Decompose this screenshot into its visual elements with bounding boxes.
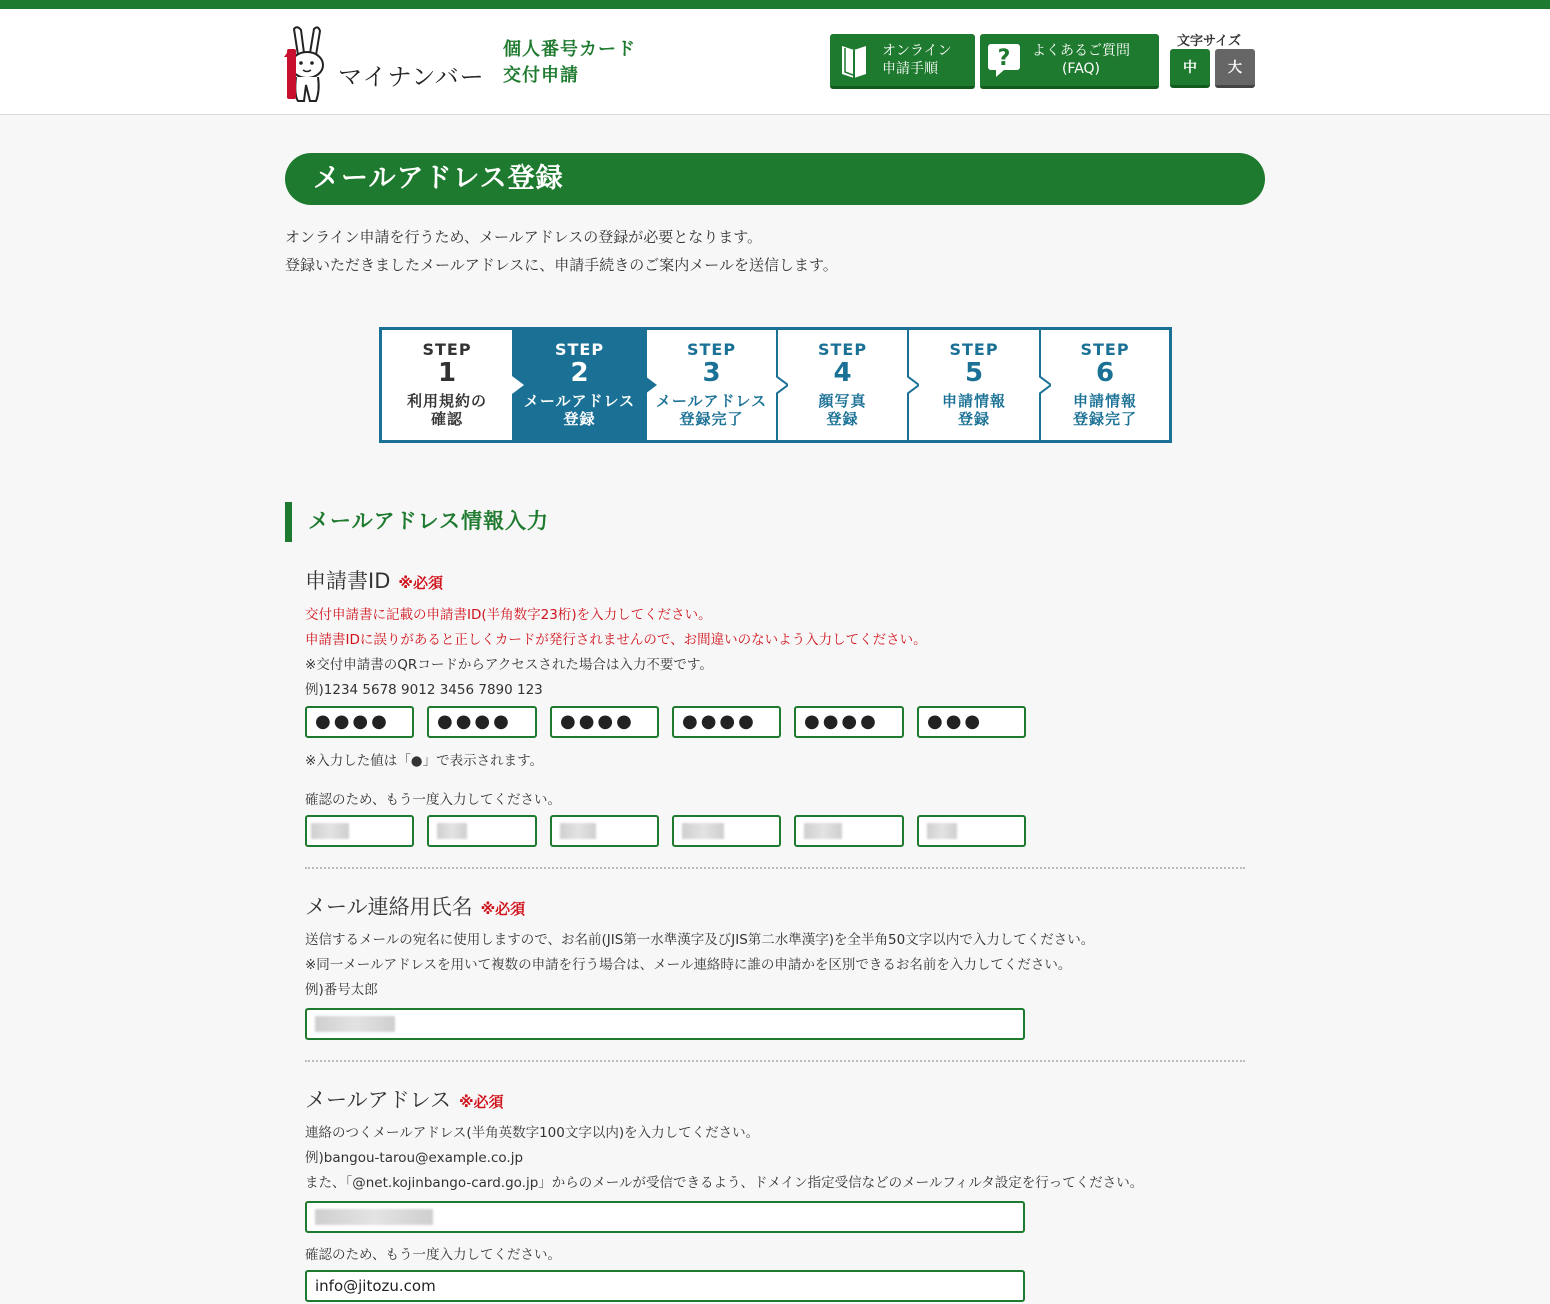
faq-line2: (FAQ) <box>1061 61 1101 77</box>
online-procedure-label <box>882 42 952 78</box>
application-id-confirm-input-5[interactable] <box>794 815 904 847</box>
application-id-note-red1: 交付申請書に記載の申請書ID(半角数字23桁)を入力してください。 <box>305 607 712 623</box>
mail-address-title <box>305 1084 504 1114</box>
step-4-number: 4 <box>833 358 852 388</box>
application-id-confirm-input-6[interactable] <box>917 815 1026 847</box>
step-3-word: STEP <box>686 340 737 359</box>
mynumber-rabbit-mascot-icon <box>284 25 334 105</box>
step-1-label-line1: 利用規約の <box>406 392 487 410</box>
site-header <box>0 9 1550 115</box>
application-id-input-4[interactable]: ●●●● <box>672 706 781 738</box>
online-procedure-button[interactable] <box>830 34 975 89</box>
intro-text <box>285 223 838 279</box>
mail-name-title <box>305 891 525 921</box>
font-size-medium-button[interactable]: 中 <box>1170 49 1210 88</box>
section-divider <box>305 867 1245 869</box>
application-id-input-6[interactable]: ●●● <box>917 706 1026 738</box>
step-2 <box>514 330 647 440</box>
step-6-word: STEP <box>1080 340 1130 359</box>
application-id-confirm-input-1[interactable] <box>305 815 414 847</box>
mail-address-confirm-note: 確認のため、もう一度入力してください。 <box>305 1247 561 1263</box>
page-title: メールアドレス登録 <box>285 153 1265 205</box>
mynumber-logo[interactable] <box>284 23 489 109</box>
mail-name-label: メール連絡用氏名 <box>305 895 473 919</box>
application-id-confirm-note: 確認のため、もう一度入力してください。 <box>305 792 561 808</box>
question-speech-bubble-icon <box>984 42 1024 78</box>
faq-label <box>1032 42 1130 78</box>
mail-name-note1: 送信するメールの宛名に使用しますので、お名前(JIS第一水準漢字及びJIS第二水準漢字)を全半角50文字以内で入力してください。 <box>305 932 1095 948</box>
top-accent-bar <box>0 0 1550 9</box>
svg-text:?: ? <box>997 46 1011 71</box>
step-1-number: 1 <box>437 358 457 388</box>
required-badge: ※必須 <box>398 574 443 592</box>
application-id-note-red2: 申請書IDに誤りがあると正しくカードが発行されませんので、お間違いのないよう入力してください。 <box>305 632 927 648</box>
step-arrow-icon <box>645 376 657 394</box>
step-1-label-line2: 確認 <box>430 410 463 428</box>
step-4-label-line1: 顔写真 <box>818 392 867 410</box>
mail-name-input[interactable] <box>305 1008 1025 1040</box>
site-title <box>503 37 636 89</box>
step-6-label-line2: 登録完了 <box>1072 410 1137 428</box>
mail-address-label: メールアドレス <box>305 1088 451 1112</box>
mail-address-example: 例)bangou-tarou@example.co.jp <box>305 1150 524 1166</box>
application-id-input-3[interactable]: ●●●● <box>550 706 659 738</box>
mail-address-confirm-input[interactable]: info@jitozu.com <box>305 1270 1025 1302</box>
step-3-label-line2: 登録完了 <box>679 410 744 428</box>
required-badge: ※必須 <box>458 1093 504 1111</box>
step-2-word: STEP <box>554 340 605 359</box>
step-1-word: STEP <box>422 340 472 359</box>
faq-button[interactable] <box>980 34 1159 89</box>
step-2-label-line2: 登録 <box>563 410 596 428</box>
step-6-number: 6 <box>1095 358 1115 388</box>
application-id-confirm-input-4[interactable] <box>672 815 781 847</box>
intro-line1: オンライン申請を行うため、メールアドレスの登録が必要となります。 <box>285 228 763 246</box>
application-id-title <box>305 565 443 595</box>
application-id-example: 例)1234 5678 9012 3456 7890 123 <box>305 682 543 698</box>
online-procedure-line1: オンライン <box>882 43 952 59</box>
application-id-input-5[interactable]: ●●●● <box>794 706 904 738</box>
step-arrow-icon <box>1039 376 1051 394</box>
mail-address-note2: また、「@net.kojinbango-card.go.jp」からのメールが受信できるよう、ドメイン指定受信などのメールフィルタ設定を行ってください。 <box>305 1175 1144 1191</box>
mail-address-input[interactable] <box>305 1201 1025 1233</box>
step-6-label-line1: 申請情報 <box>1072 392 1137 410</box>
application-id-confirm-input-3[interactable] <box>550 815 659 847</box>
step-4-word: STEP <box>817 340 868 359</box>
step-3-number: 3 <box>702 358 721 388</box>
step-arrow-icon <box>776 376 788 394</box>
required-badge: ※必須 <box>480 900 526 918</box>
step-5-word: STEP <box>949 340 999 359</box>
mask-note: ※入力した値は「●」で表示されます。 <box>305 753 544 769</box>
font-size-large-button[interactable]: 大 <box>1215 49 1255 88</box>
application-id-label: 申請書ID <box>305 569 391 593</box>
step-4-label-line2: 登録 <box>826 410 859 428</box>
application-id-input-2[interactable]: ●●●● <box>427 706 537 738</box>
step-6 <box>1041 330 1169 440</box>
step-5-number: 5 <box>964 358 984 388</box>
application-id-input-1[interactable]: ●●●● <box>305 706 414 738</box>
step-5 <box>909 330 1041 440</box>
step-5-label-line2: 登録 <box>957 410 990 428</box>
step-progress <box>379 327 1172 443</box>
online-procedure-line2: 申請手順 <box>882 61 938 77</box>
faq-line1: よくあるご質問 <box>1032 43 1130 59</box>
step-3 <box>647 330 778 440</box>
section-heading: メールアドレス情報入力 <box>285 502 549 542</box>
application-id-confirm-input-2[interactable] <box>427 815 537 847</box>
step-2-number: 2 <box>570 358 589 388</box>
step-2-label-line1: メールアドレス <box>523 392 636 410</box>
step-arrow-icon <box>907 376 919 394</box>
step-arrow-icon <box>512 376 524 394</box>
step-4 <box>778 330 909 440</box>
site-title-line2: 交付申請 <box>503 65 579 86</box>
step-3-label-line1: メールアドレス <box>655 392 768 410</box>
book-icon <box>834 42 874 78</box>
section-divider <box>305 1060 1245 1062</box>
mail-name-note2: ※同一メールアドレスを用いて複数の申請を行う場合は、メール連絡時に誰の申請かを区別できるお名前を入力してください。 <box>305 957 1072 973</box>
step-1 <box>382 330 514 440</box>
application-id-note1: ※交付申請書のQRコードからアクセスされた場合は入力不要です。 <box>305 657 713 673</box>
logo-text: マイナンバー <box>338 63 485 91</box>
mail-name-example: 例)番号太郎 <box>305 982 378 998</box>
font-size-label: 文字サイズ <box>1177 34 1241 49</box>
mail-address-note1: 連絡のつくメールアドレス(半角英数字100文字以内)を入力してください。 <box>305 1125 760 1141</box>
step-5-label-line1: 申請情報 <box>941 392 1006 410</box>
intro-line2: 登録いただきましたメールアドレスに、申請手続きのご案内メールを送信します。 <box>285 256 838 274</box>
site-title-line1: 個人番号カード <box>503 39 636 60</box>
